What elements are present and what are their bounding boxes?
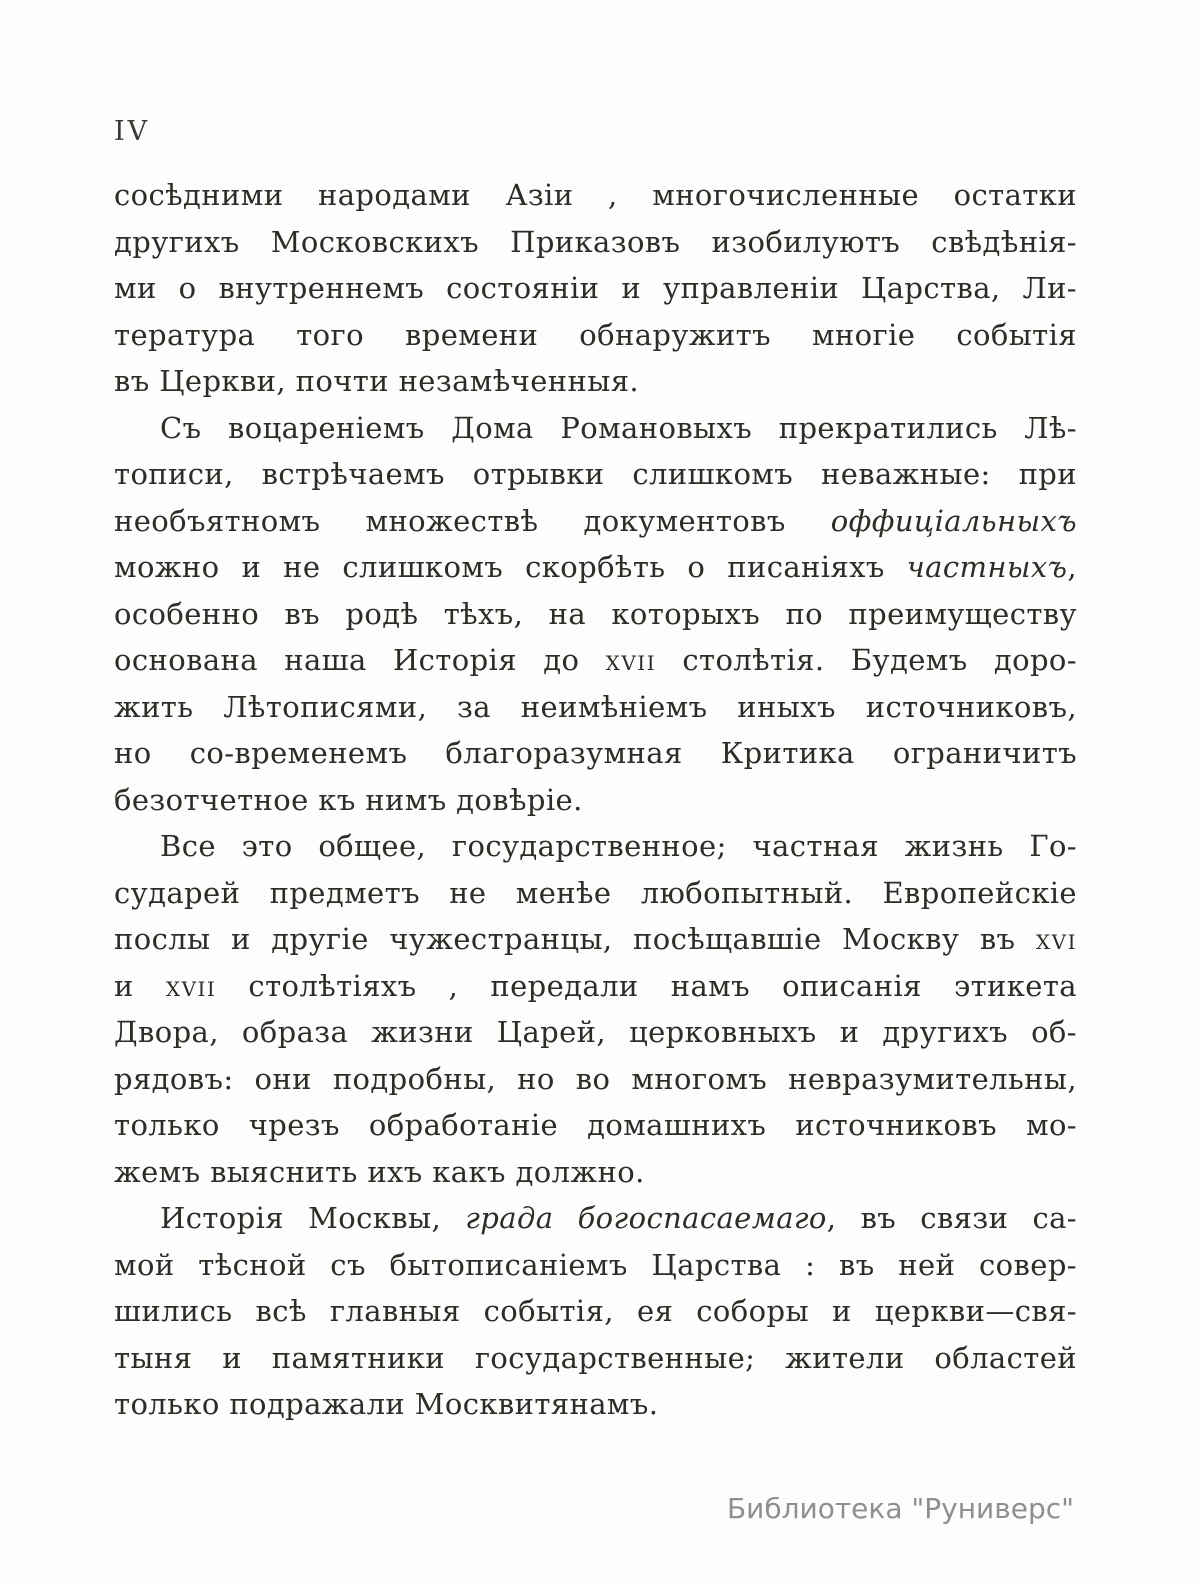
text-segment: ми о внутреннемъ состояніи и управленіи Царства, Ли- — [114, 271, 1077, 305]
text-line — [114, 1242, 1077, 1289]
text-line — [114, 1195, 1077, 1242]
text-segment: другихъ Московскихъ Приказовъ изобилуютъ свѣдѣнія- — [114, 224, 1077, 259]
text-segment: особенно въ родѣ тѣхъ, на которыхъ по преимуществу — [114, 596, 1077, 631]
text-line — [114, 730, 1077, 777]
text-segment: столѣтія. Будемъ доро- — [656, 643, 1077, 677]
text-line — [114, 870, 1077, 917]
text-line — [114, 312, 1077, 359]
text-segment: Все это общее, государственное; частная жизнь Го- — [160, 829, 1077, 863]
text-segment: Съ воцареніемъ Дома Романовыхъ прекратились Лѣ- — [160, 410, 1077, 445]
text-line — [114, 591, 1077, 638]
text-segment: мой тѣсной съ бытописаніемъ Царства : въ ней совер- — [114, 1247, 1077, 1282]
text-segment: жемъ выяснить ихъ какъ должно. — [114, 1154, 645, 1189]
text-segment: тыня и памятники государственные; жители областей — [114, 1340, 1077, 1375]
text-segment: столѣтіяхъ , передали намъ описанія этикета — [216, 968, 1077, 1003]
text-line — [114, 219, 1077, 266]
text-line — [114, 1102, 1077, 1149]
text-line — [114, 1149, 1077, 1196]
text-segment: необъятномъ множествѣ документовъ — [114, 503, 831, 538]
text-segment: только чрезъ обработаніе домашнихъ источниковъ мо- — [114, 1108, 1077, 1142]
text-line — [114, 963, 1077, 1010]
roman-numeral: xvii — [605, 643, 657, 677]
roman-numeral: xvii — [165, 968, 217, 1003]
text-segment: и — [114, 968, 166, 1003]
text-line — [114, 498, 1077, 545]
text-segment: основана наша Исторія до — [114, 643, 606, 677]
text-line — [114, 684, 1077, 731]
text-segment: шились всѣ главныя событія, ея соборы и церкви—свя- — [114, 1294, 1077, 1328]
roman-numeral: xvi — [1035, 922, 1077, 956]
text-line — [114, 1009, 1077, 1056]
text-segment: Исторія Москвы, — [160, 1201, 466, 1235]
text-line — [114, 823, 1077, 870]
text-line — [114, 544, 1077, 591]
italic-text: частныхъ — [906, 550, 1068, 584]
text-segment: но со-временемъ благоразумная Критика ограничитъ — [114, 736, 1077, 770]
text-segment: тописи, встрѣчаемъ отрывки слишкомъ неважные: при — [114, 457, 1077, 491]
text-line — [114, 405, 1077, 452]
text-segment: въ Церкви, почти незамѣченныя. — [114, 364, 640, 398]
text-line — [114, 1288, 1077, 1335]
text-block — [114, 172, 1077, 1428]
page-number: IV — [114, 116, 151, 147]
text-segment: , — [1067, 550, 1077, 584]
text-line — [114, 451, 1077, 498]
text-line — [114, 1335, 1077, 1382]
text-segment: сосѣдними народами Азіи , многочисленные остатки — [114, 178, 1077, 212]
text-segment: только подражали Москвитянамъ. — [114, 1387, 659, 1421]
text-segment: тература того времени обнаружитъ многіе событія — [114, 317, 1077, 352]
text-segment: сударей предметъ не менѣе любопытный. Европейскіе — [114, 875, 1077, 910]
text-line — [114, 265, 1077, 312]
text-line — [114, 1381, 1077, 1428]
text-segment: рядовъ: они подробны, но во многомъ невразумительны, — [114, 1061, 1077, 1096]
italic-text: оффиціальныхъ — [830, 503, 1077, 538]
text-line — [114, 637, 1077, 684]
text-segment: безотчетное къ нимъ довѣріе. — [114, 782, 583, 817]
italic-text: града богоспасаемаго — [465, 1201, 827, 1235]
text-segment: послы и другіе чужестранцы, посѣщавшіе Москву въ — [114, 922, 1036, 956]
text-line — [114, 172, 1077, 219]
text-line — [114, 777, 1077, 824]
text-segment: жить Лѣтописями, за неимѣніемъ иныхъ источниковъ, — [114, 689, 1077, 724]
text-line — [114, 358, 1077, 405]
library-watermark: Библиотека "Руниверс" — [726, 1492, 1074, 1525]
text-segment: , въ связи са- — [826, 1201, 1077, 1235]
text-segment: Двора, образа жизни Царей, церковныхъ и другихъ об- — [114, 1015, 1077, 1049]
text-line — [114, 916, 1077, 963]
text-line — [114, 1056, 1077, 1103]
text-segment: можно и не слишкомъ скорбѣть о писаніяхъ — [114, 550, 907, 584]
